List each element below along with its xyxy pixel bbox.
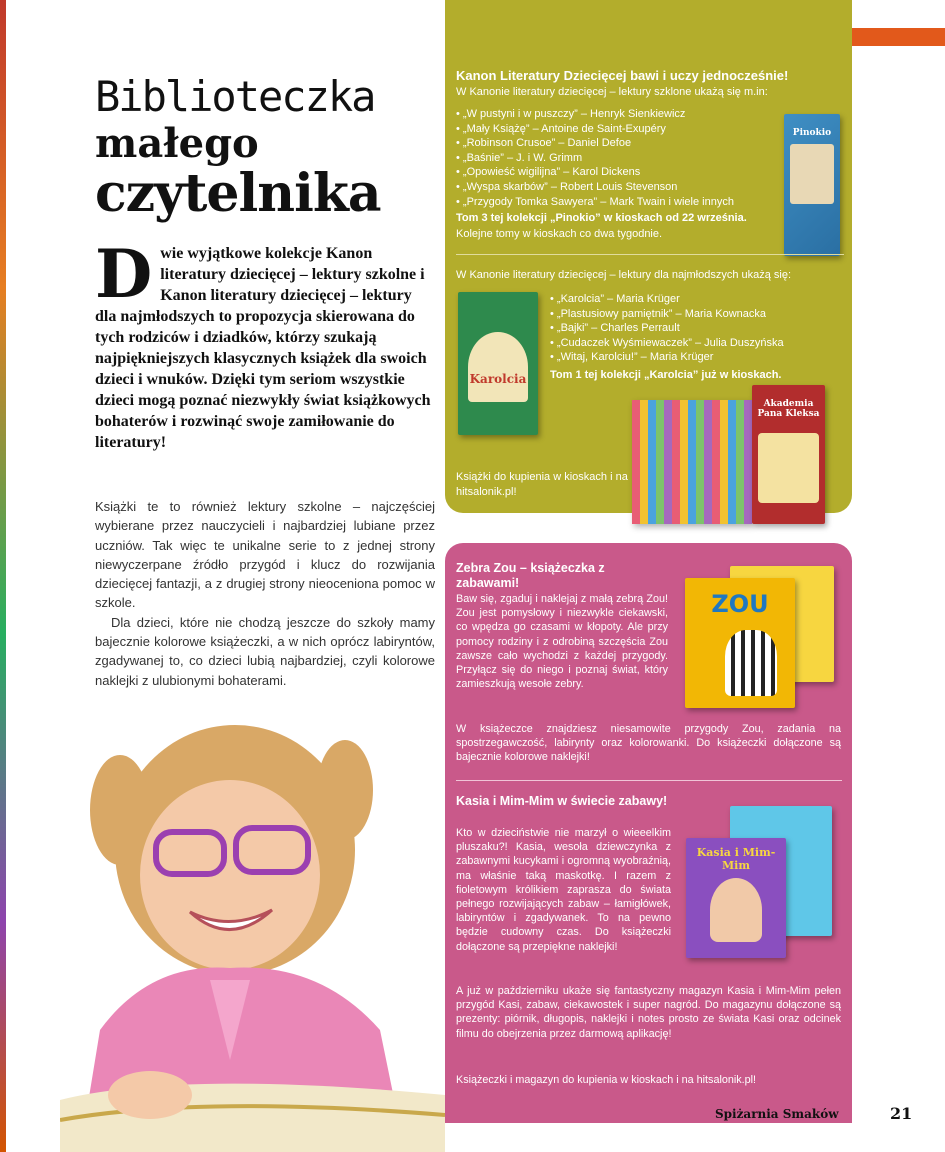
title-line-2: małego <box>95 120 259 167</box>
zou-text-2: W książeczce znajdziesz niesamowite przygody Zou, zadania na spostrzegawczość, labirynty oraz kolorowanki. Do książeczki dołączone są bajecznie kolorowe naklejki! <box>456 723 841 764</box>
zou-cover <box>685 578 795 708</box>
panel-divider <box>456 254 844 255</box>
list-item: • „Przygody Tomka Sawyera” – Mark Twain i wiele innych <box>456 195 786 210</box>
drop-cap: D <box>95 235 153 313</box>
zou-cover-title: ZOU <box>711 590 769 618</box>
girl-reading-photo <box>60 700 445 1152</box>
body-text <box>95 497 435 690</box>
page-edge-strip <box>0 0 6 1152</box>
kanon-list-2 <box>550 292 840 365</box>
panel-divider <box>456 780 842 781</box>
section-tag-bar <box>852 28 945 46</box>
kasia-cover-title: Kasia i Mim-Mim <box>696 846 776 872</box>
list-item: • „Baśnie” – J. i W. Grimm <box>456 151 786 166</box>
book-cover-karolcia <box>458 292 538 435</box>
book-title: Pinokio <box>792 128 832 138</box>
title-line-1: Biblioteczka <box>95 72 375 121</box>
body-paragraph-2: Dla dzieci, które nie chodzą jeszcze do szkoły mamy bajecznie kolorowe książeczki, a w nich oprócz labiryntów, zgadywanej to, co dzieci lubią najbardziej, czyli kolorowe naklejki z ulubionymi bohaterami. <box>95 614 435 688</box>
kasia-heading: Kasia i Mim-Mim w świecie zabawy! <box>456 794 668 808</box>
cover-illustration <box>790 144 834 204</box>
body-paragraph-1: Książki te to również lektury szkolne – najczęściej wybierane przez nauczycieli i najbardziej lubiane przez uczniów. Tak więc te unikalne serie to z jednej strony niewyczerpane źródło przygód i klucz do rozwijania dziecięcej fantazji, a z drugiej strony nieoceniona pomoc w szkole. <box>95 499 435 611</box>
list-item: • „Cudaczek Wyśmiewaczek” – Julia Duszyńska <box>550 336 840 351</box>
kasia-cover <box>686 838 786 958</box>
list-item: • „Bajki” – Charles Perrault <box>550 321 840 336</box>
list-item: • „Plastusiowy pamiętnik” – Maria Kownacka <box>550 307 840 322</box>
zou-heading: Zebra Zou – książeczka z zabawami! <box>456 561 605 590</box>
book-title: Akademia Pana Kleksa <box>757 399 820 419</box>
book-cover-akademia <box>752 385 825 524</box>
kanon-note-bold-2: Tom 1 tej kolekcji „Karolcia” już w kioskach. <box>550 369 782 381</box>
lead-paragraph <box>95 235 435 453</box>
book-title: Karolcia <box>469 372 527 386</box>
kanon-note-1: Kolejne tomy w kioskach co dwa tygodnie. <box>456 228 663 240</box>
kanon-heading: Kanon Literatury Dziecięcej bawi i uczy jednocześnie! <box>456 68 789 83</box>
zou-text: Baw się, zgaduj i naklejaj z małą zebrą Zou! Zou jest pomysłowy i niezwykle ciekawski, co wpędza go czasami w kłopoty. Ale przy pomocy rodziny i z odrobiną szczęścia Zou zawsze cało wychodzi z każdej przygody. Przyłącz się do niego i poznaj świat, który zamieszkują wesołe zebry. <box>456 593 668 691</box>
kanon-list-1 <box>456 107 786 209</box>
zebra-illustration <box>725 630 777 696</box>
list-item: • „Opowieść wigilijna” – Karol Dickens <box>456 165 786 180</box>
kanon-intro-1: W Kanonie literatury dziecięcej – lektury szklone ukażą się m.in: <box>456 86 768 98</box>
girl-illustration <box>60 700 445 1152</box>
lead-text: wie wyjątkowe kolekcje Kanon literatury dziecięcej – lektury szkolne i Kanon literatury dziecięcej – lektury dla najmłodszych to propozycja skierowana do tych rodziców i dziadków, którzy szukają najpiękniejszych klasycznych książek dla swoich dzieci i wnuków. Dzięki tym seriom wszystkie dzieci mogą poznać niezwykły świat książkowych bohaterów i rozwinąć swoje zamiłowanie do literatury! <box>95 245 431 451</box>
list-item: • „Karolcia” – Maria Krüger <box>550 292 840 307</box>
list-item: • „Wyspa skarbów” – Robert Louis Stevenson <box>456 180 786 195</box>
article-title <box>95 72 445 222</box>
cover-illustration <box>758 433 819 503</box>
book-spines <box>632 400 752 524</box>
kasia-text-2: A już w październiku ukaże się fantastyczny magazyn Kasia i Mim-Mim pełen przygód Kasi, zabaw, ciekawostek i super nagród. Do magazynu dołączone są prezenty: piórnik, długopis, naklejki i notes prosto ze świata Kasi oraz odcinek filmu do obejrzenia przez darmową aplikację! <box>456 985 841 1040</box>
list-item: • „Robinson Crusoe” – Daniel Defoe <box>456 136 786 151</box>
kanon-intro-2: W Kanonie literatury dziecięcej – lektury dla najmłodszych ukażą się: <box>456 269 792 281</box>
magazine-name: Spiżarnia Smaków <box>715 1107 839 1121</box>
list-item: • „Mały Książę” – Antoine de Saint-Exupéry <box>456 122 786 137</box>
book-cover-pinokio <box>784 114 840 256</box>
kanon-note-bold-1: Tom 3 tej kolekcji „Pinokio” w kioskach od 22 września. <box>456 212 747 224</box>
list-item: • „W pustyni i w puszczy” – Henryk Sienkiewicz <box>456 107 786 122</box>
kasia-buy-note: Książeczki i magazyn do kupienia w kioskach i na hitsalonik.pl! <box>456 1074 757 1086</box>
kasia-illustration <box>710 878 762 942</box>
title-line-3: czytelnika <box>95 163 381 224</box>
list-item: • „Witaj, Karolciu!” – Maria Krüger <box>550 350 840 365</box>
kanon-buy-note: Książki do kupienia w kioskach i na hitsalonik.pl! <box>456 471 628 498</box>
kasia-text: Kto w dzieciństwie nie marzył o wieeelkim pluszaku?! Kasia, wesoła dziewczynka z zabawnymi kucykami i ogromną wyobraźnią, ma właśnie taką maskotkę. I razem z fioletowym królikiem zaprasza do świata pełnego rozwijających zabaw – łamigłówek, labiryntów i zgadywanek. To na pewno będzie cudowny czas. Do książeczki dołączone są przepiękne naklejki! <box>456 827 671 953</box>
cover-illustration <box>468 332 528 402</box>
page-number: 21 <box>890 1104 913 1123</box>
